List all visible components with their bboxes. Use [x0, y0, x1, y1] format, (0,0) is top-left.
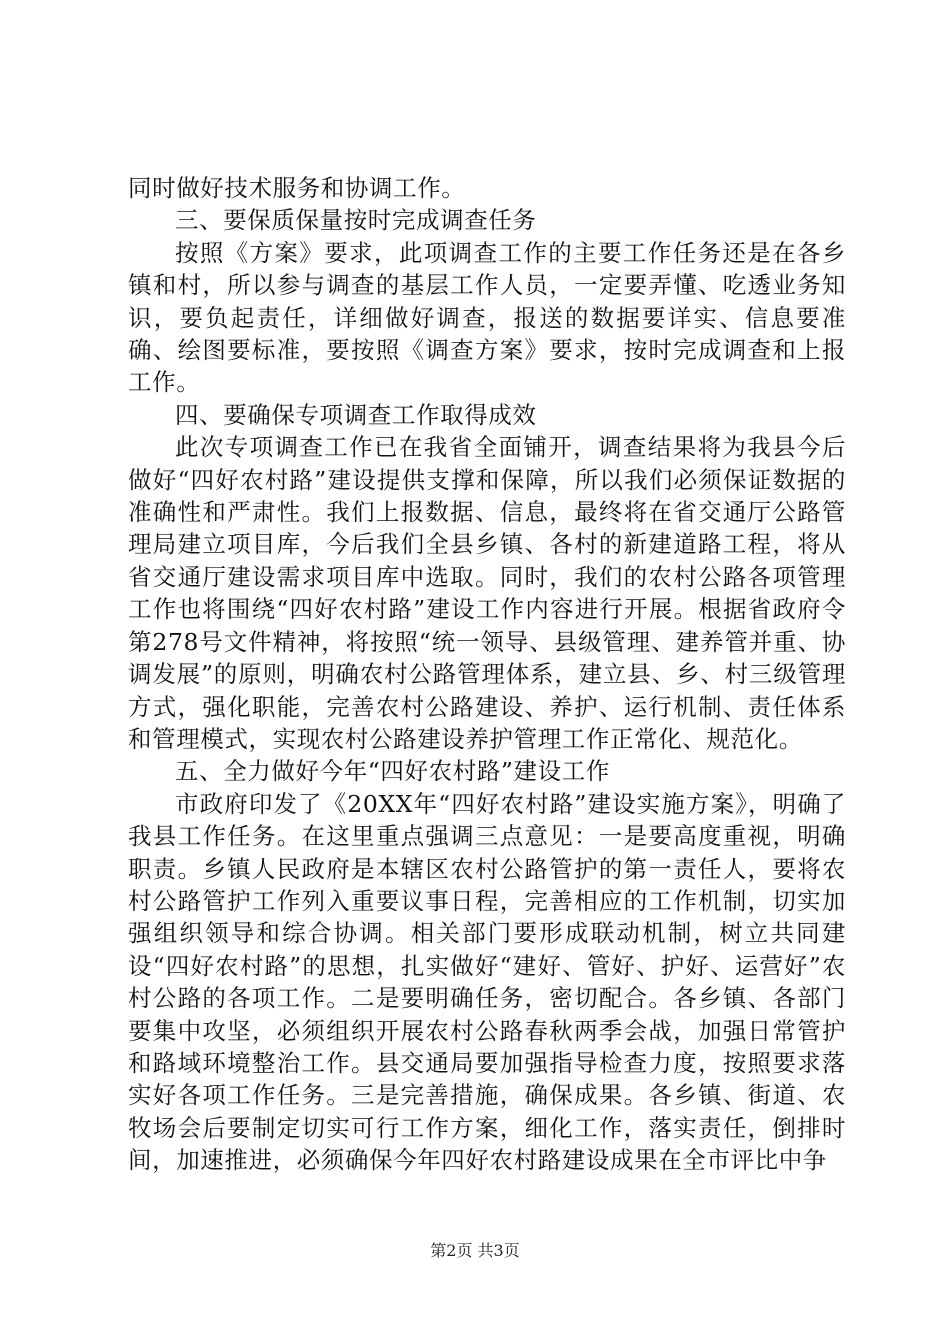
paragraph-section-3: 按照《方案》要求，此项调查工作的主要工作任务还是在各乡镇和村，所以参与调查的基层工作人员，一定要弄懂、吃透业务知识，要负起责任，详细做好调查，报送的数据要详实、信息要准确、绘图要标准，要按照《调查方案》要求，按时完成调查和上报工作。 — [128, 238, 846, 397]
paragraph-section-5: 市政府印发了《20XX年“四好农村路”建设实施方案》，明确了我县工作任务。在这里重点强调三点意见：一是要高度重视，明确职责。乡镇人民政府是本辖区农村公路管护的第一责任人，要将农村公路管护工作列入重要议事日程，完善相应的工作机制，切实加强组织领导和综合协调。相关部门要形成联动机制，树立共同建设“四好农村路”的思想，扎实做好“建好、管好、护好、运营好”农村公路的各项工作。二是要明确任务，密切配合。各乡镇、各部门要集中攻坚，必须组织开展农村公路春秋两季会战，加强日常管护和路域环境整治工作。县交通局要加强指导检查力度，按照要求落实好各项工作任务。三是完善措施，确保成果。各乡镇、街道、农牧场会后要制定切实可行工作方案，细化工作，落实责任，倒排时间，加速推进，必须确保今年四好农村路建设成果在全市评比中争 — [128, 789, 846, 1175]
paragraph-continuation: 同时做好技术服务和协调工作。 — [128, 174, 466, 202]
page-number-label: 第2页 共3页 — [430, 1241, 520, 1260]
paragraph-section-4: 此次专项调查工作已在我省全面铺开，调查结果将为我县今后做好“四好农村路”建设提供支撑和保障，所以我们必须保证数据的准确性和严肃性。我们上报数据、信息，最终将在省交通厅公路管理局建立项目库，今后我们全县乡镇、各村的新建道路工程，将从省交通厅建设需求项目库中选取。同时，我们的农村公路各项管理工作也将围绕“四好农村路”建设工作内容进行开展。根据省政府令第278号文件精神，将按照“统一领导、县级管理、建养管并重、协调发展”的原则，明确农村公路管理体系，建立县、乡、村三级管理方式，强化职能，完善农村公路建设、养护、运行机制、责任体系和管理模式，实现农村公路建设养护管理工作正常化、规范化。 — [128, 433, 846, 753]
page-footer — [0, 1241, 950, 1261]
document-body — [128, 172, 846, 1177]
section-heading-4: 四、要确保专项调查工作取得成效 — [175, 400, 537, 429]
section-heading-5: 五、全力做好今年“四好农村路”建设工作 — [175, 757, 610, 786]
section-heading-3: 三、要保质保量按时完成调查任务 — [175, 206, 537, 235]
